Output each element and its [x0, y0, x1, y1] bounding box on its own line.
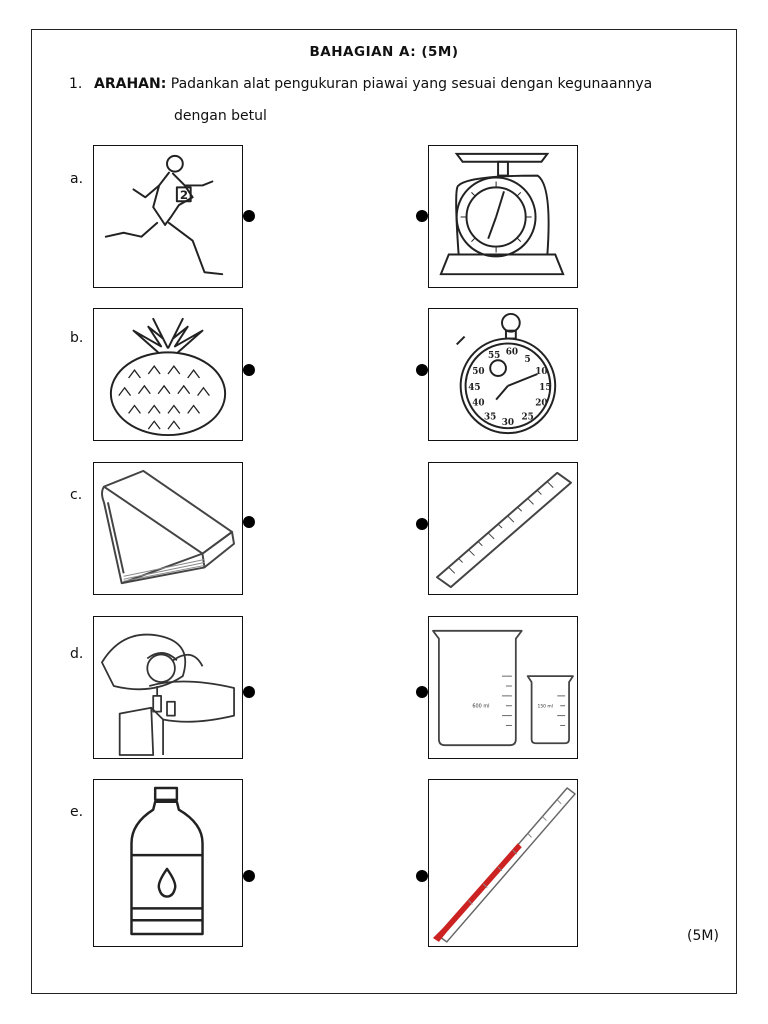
row-letter-c: c.: [70, 487, 83, 503]
water-bottle-image: [93, 779, 243, 947]
beaker-image: [428, 616, 578, 759]
book-image: [93, 462, 243, 595]
row-letter-d: d.: [70, 646, 84, 662]
weighing-scale-icon: [429, 146, 577, 287]
stopwatch-num-60: 60: [505, 347, 519, 358]
match-dot-right-d[interactable]: [416, 686, 428, 698]
instruction-label: ARAHAN:: [94, 76, 167, 92]
section-title: BAHAGIAN A: (5M): [309, 44, 459, 60]
stopwatch-num-25: 25: [521, 412, 534, 423]
stopwatch-num-15: 15: [539, 382, 552, 393]
match-dot-left-c[interactable]: [243, 516, 255, 528]
weighing-scale-image: [428, 145, 578, 288]
ruler-icon: [429, 463, 577, 594]
beaker-large-label: 600 ml: [472, 703, 490, 710]
thermometer-image: [428, 779, 578, 947]
marks-label: (5M): [687, 928, 719, 944]
running-man-image: [93, 145, 243, 288]
stopwatch-icon: [429, 309, 577, 440]
match-dot-left-a[interactable]: [243, 210, 255, 222]
svg-text:2: 2: [179, 188, 189, 203]
question-instruction: [94, 76, 652, 92]
stopwatch-num-10: 10: [535, 367, 548, 378]
stopwatch-image: [428, 308, 578, 441]
match-dot-right-c[interactable]: [416, 518, 428, 530]
thermometer-icon: [429, 780, 577, 946]
match-dot-right-a[interactable]: [416, 210, 428, 222]
beaker-small-label: 150 ml: [537, 704, 553, 710]
ruler-image: [428, 462, 578, 595]
stopwatch-num-50: 50: [472, 367, 485, 378]
match-dot-left-d[interactable]: [243, 686, 255, 698]
row-letter-e: e.: [70, 804, 84, 820]
stopwatch-num-45: 45: [468, 382, 481, 393]
question-number: 1.: [69, 76, 83, 92]
match-dot-right-e[interactable]: [416, 870, 428, 882]
stopwatch-num-5: 5: [524, 355, 531, 366]
pineapple-image: [93, 308, 243, 441]
match-dot-left-e[interactable]: [243, 870, 255, 882]
row-letter-b: b.: [70, 330, 84, 346]
water-bottle-icon: [94, 780, 242, 946]
sick-person-icon: [94, 617, 242, 758]
instruction-text-line2: dengan betul: [174, 108, 267, 124]
sick-person-image: [93, 616, 243, 759]
stopwatch-num-55: 55: [487, 351, 501, 362]
book-icon: [94, 463, 242, 594]
match-dot-left-b[interactable]: [243, 364, 255, 376]
stopwatch-num-30: 30: [501, 418, 515, 429]
running-man-icon: [94, 146, 242, 287]
instruction-text: Padankan alat pengukuran piawai yang sesuai dengan kegunaannya: [166, 76, 653, 92]
stopwatch-num-35: 35: [484, 412, 497, 423]
pineapple-icon: [94, 309, 242, 440]
beaker-icon: [429, 617, 577, 758]
stopwatch-num-40: 40: [472, 398, 485, 409]
row-letter-a: a.: [70, 171, 84, 187]
match-dot-right-b[interactable]: [416, 364, 428, 376]
stopwatch-num-20: 20: [535, 398, 548, 409]
